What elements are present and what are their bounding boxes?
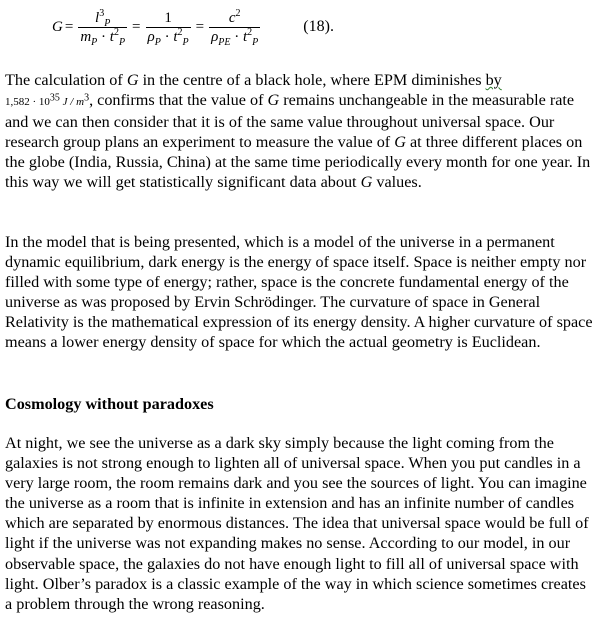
equation-number: (18). — [303, 18, 334, 35]
eq-dot: · — [101, 28, 107, 45]
value-unit: J / m — [59, 96, 85, 109]
eq-sub: P — [91, 36, 98, 48]
paragraph-dark-energy: In the model that is being presented, which is a model of the universe in a permanent dynamic equilibrium, dark energy is the energy of space itself. Space is neither empty nor filled with some type of energy; rather, space is the concrete fundamental energy of the universe as was proposed by Ervin Schrödinger. The curvature of space in General Relativity is the mathematical expression of its energy density. A higher curvature of space means a lower energy density of space for which the actual geometry is Euclidean. — [5, 233, 593, 352]
eq-sup: 3 — [99, 7, 105, 19]
eq-symbol: ρ — [147, 28, 155, 45]
eq-equals-3: = — [195, 18, 205, 35]
eq-fraction-2 — [146, 9, 191, 48]
eq-sub: P — [252, 36, 259, 48]
eq-symbol: t — [109, 28, 114, 45]
eq-sup: 2 — [235, 7, 241, 19]
eq-frac1-denominator — [78, 26, 127, 48]
eq-dot: · — [164, 28, 170, 45]
eq-sub: P — [104, 17, 111, 29]
eq-symbol: c — [228, 9, 236, 26]
eq-sub: P — [154, 36, 161, 48]
eq-frac2-numerator: 1 — [164, 9, 172, 26]
eq-symbol: t — [243, 28, 248, 45]
eq-frac3-denominator — [209, 26, 260, 48]
paragraph-olbers-paradox: At night, we see the universe as a dark sky simply because the light coming from the galaxies is not strong enough to lighten all of universal space. When you put candles in a very large room, the room remains dark and you see the sources of light. You can imagine the universe as a room that is infinite in extension and has an infinite number of candles which are separated by enormous distances. The idea that universal space would be full of light if the universe was not expanding makes no sense. According to our model, in our observable space, the galaxies do not have enough light to fill all of universal space with light. Olber’s paradox is a classic example of the way in which science sometimes creates a problem through the wrong reasoning. — [5, 434, 589, 613]
eq-sup: 2 — [247, 26, 253, 38]
text-run: values. — [372, 173, 422, 192]
paragraph-g-calculation — [5, 70, 595, 193]
eq-equals-1: = — [64, 18, 74, 35]
symbol-g: G — [267, 91, 280, 110]
value-with-unit — [5, 92, 90, 109]
section-heading: Cosmology without paradoxes — [5, 395, 214, 413]
eq-sub: P — [118, 36, 126, 48]
text-run: at three different places on the globe (India, Russia, China) at the same time periodically every month for one year. In this way we will get statistically significant data about — [5, 133, 591, 192]
eq-sub: PE — [218, 36, 231, 48]
eq-symbol: ρ — [211, 28, 219, 45]
eq-equals-2: = — [132, 18, 141, 35]
text-run: The calculation of — [5, 71, 127, 89]
eq-fraction-3 — [209, 7, 260, 48]
eq-sub: P — [182, 36, 189, 48]
eq-symbol: m — [80, 28, 92, 45]
value-exponent: 35 — [49, 92, 60, 104]
equation-18 — [52, 4, 334, 50]
eq-frac3-numerator — [227, 7, 243, 27]
text-run: in the centre of a black hole, where EPM diminishes — [138, 71, 486, 89]
eq-symbol: t — [173, 28, 178, 45]
spellcheck-flagged-word: by — [485, 71, 502, 89]
eq-lhs: G — [52, 18, 63, 35]
symbol-g: G — [360, 173, 373, 192]
eq-symbol: l — [95, 9, 100, 26]
symbol-g: G — [394, 133, 406, 152]
symbol-g: G — [126, 71, 139, 89]
value-mantissa: 1,582 · 10 — [5, 96, 50, 109]
eq-sup: 2 — [113, 26, 119, 38]
text-run: , confirms that the value of — [89, 91, 268, 110]
eq-frac1-numerator — [93, 7, 112, 29]
unit-exponent: 3 — [84, 92, 90, 104]
eq-fraction-1 — [78, 7, 127, 48]
eq-frac2-denominator — [146, 26, 191, 48]
text-run: remains unchangeable in the measurable rate and we can then consider that it is of the same value throughout universal space. Our research group plans an experiment to measure the value of — [5, 91, 575, 152]
eq-dot: · — [234, 28, 240, 45]
eq-sup: 2 — [177, 26, 183, 38]
